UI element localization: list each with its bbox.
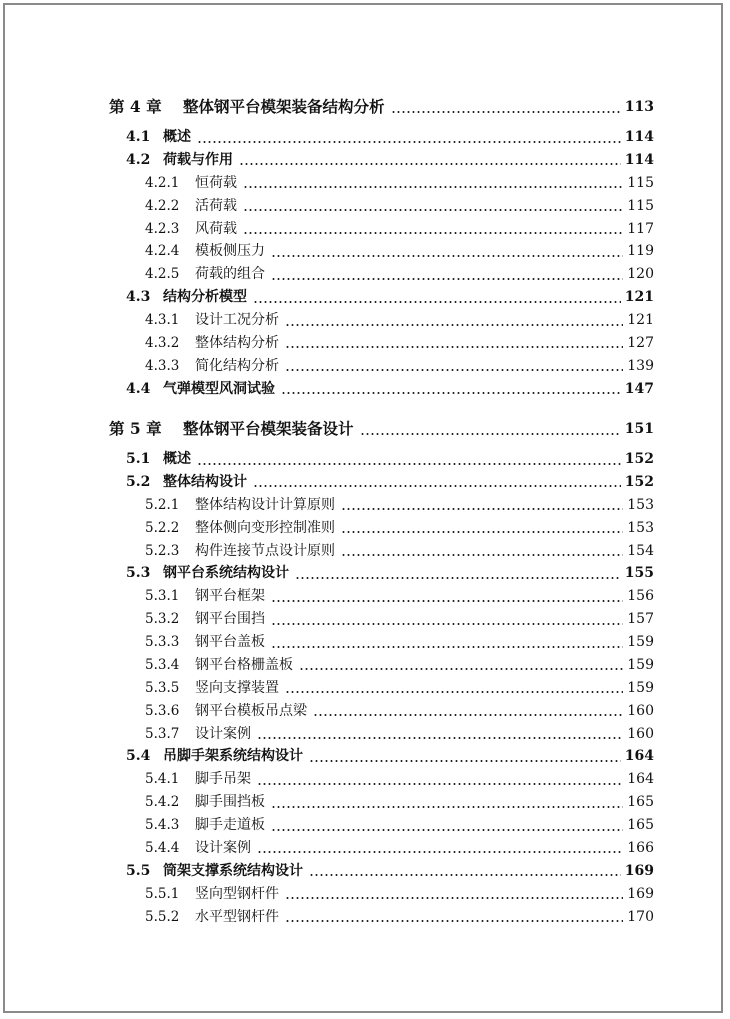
dot-leader xyxy=(257,783,623,785)
subsection-entry-number: 5.4.3 xyxy=(145,817,180,834)
section-entry-title: 吊脚手架系统结构设计 xyxy=(163,748,303,765)
subsection-entry xyxy=(145,791,654,813)
subsection-entry xyxy=(145,654,654,676)
dot-leader xyxy=(285,897,623,899)
dot-leader xyxy=(285,691,623,693)
subsection-entry-title: 钢平台模板吊点梁 xyxy=(195,702,307,719)
subsection-entry xyxy=(145,700,654,722)
subsection-entry-number: 4.3.1 xyxy=(145,312,180,329)
subsection-entry-page-number: 115 xyxy=(627,174,654,191)
section-entry xyxy=(126,149,654,171)
section-entry-title: 荷载与作用 xyxy=(163,151,233,168)
subsection-entry-page-number: 120 xyxy=(627,266,654,283)
subsection-entry xyxy=(145,172,654,194)
subsection-entry-number: 5.3.2 xyxy=(145,611,180,628)
subsection-entry xyxy=(145,585,654,607)
subsection-entry-page-number: 119 xyxy=(627,243,654,260)
subsection-entry-title: 简化结构分析 xyxy=(195,357,279,374)
section-entry-page-number: 155 xyxy=(624,565,654,582)
section-entry xyxy=(126,745,654,767)
section-entry-title: 筒架支撑系统结构设计 xyxy=(163,862,303,879)
dot-leader xyxy=(285,346,623,348)
section-entry-page-number: 147 xyxy=(624,380,654,397)
dot-leader xyxy=(197,141,621,143)
subsection-entry-title: 钢平台格栅盖板 xyxy=(195,656,293,673)
subsection-entry-number: 5.4.2 xyxy=(145,794,180,811)
subsection-entry-title: 竖向型钢杆件 xyxy=(195,885,279,902)
dot-leader xyxy=(285,920,623,922)
dot-leader xyxy=(341,508,623,510)
dot-leader xyxy=(309,760,621,762)
subsection-entry-page-number: 154 xyxy=(627,542,654,559)
section-entry-page-number: 164 xyxy=(624,748,654,765)
subsection-entry-title: 钢平台围挡 xyxy=(195,611,265,628)
dot-leader xyxy=(285,324,623,326)
dot-leader xyxy=(243,186,623,188)
dot-leader xyxy=(243,209,623,211)
dot-leader xyxy=(341,554,623,556)
subsection-entry-page-number: 159 xyxy=(627,679,654,696)
subsection-entry-title: 脚手走道板 xyxy=(195,817,265,834)
section-entry xyxy=(126,378,654,400)
section-entry-title: 结构分析模型 xyxy=(163,289,247,306)
subsection-entry-title: 恒荷载 xyxy=(195,174,237,191)
subsection-entry-page-number: 160 xyxy=(627,702,654,719)
subsection-entry xyxy=(145,540,654,562)
subsection-entry-number: 5.4.1 xyxy=(145,771,180,788)
subsection-entry-title: 水平型钢杆件 xyxy=(195,908,279,925)
dot-leader xyxy=(391,111,621,113)
subsection-entry xyxy=(145,768,654,790)
subsection-entry-number: 5.4.4 xyxy=(145,839,180,856)
section-entry xyxy=(126,286,654,308)
subsection-entry-number: 4.2.3 xyxy=(145,220,180,237)
subsection-entry-title: 风荷载 xyxy=(195,220,237,237)
subsection-entry-page-number: 160 xyxy=(627,725,654,742)
chapter-heading-number: 第 5 章 xyxy=(109,419,162,438)
dot-leader xyxy=(271,829,623,831)
section-entry-page-number: 169 xyxy=(624,862,654,879)
subsection-entry-title: 模板侧压力 xyxy=(195,243,265,260)
subsection-entry-number: 5.2.3 xyxy=(145,542,180,559)
subsection-entry-number: 4.2.4 xyxy=(145,243,180,260)
subsection-entry-number: 5.3.1 xyxy=(145,588,180,605)
subsection-entry xyxy=(145,631,654,653)
subsection-entry-number: 5.3.5 xyxy=(145,679,180,696)
subsection-entry-number: 4.2.1 xyxy=(145,174,180,191)
section-entry xyxy=(126,860,654,882)
chapter-heading xyxy=(109,418,654,440)
section-entry-number: 4.2 xyxy=(126,151,151,168)
subsection-entry-title: 设计案例 xyxy=(195,725,251,742)
dot-leader xyxy=(197,463,621,465)
dot-leader xyxy=(271,646,623,648)
subsection-entry-title: 竖向支撑装置 xyxy=(195,679,279,696)
section-entry-number: 5.3 xyxy=(126,565,151,582)
subsection-entry-page-number: 139 xyxy=(627,357,654,374)
dot-leader xyxy=(257,851,623,853)
subsection-entry-number: 4.2.5 xyxy=(145,266,180,283)
subsection-entry-page-number: 127 xyxy=(627,334,654,351)
dot-leader xyxy=(309,874,621,876)
section-entry xyxy=(126,471,654,493)
chapter-heading-page-number: 151 xyxy=(624,421,654,437)
section-entry xyxy=(126,126,654,148)
section-entry-page-number: 114 xyxy=(624,129,654,145)
subsection-entry-page-number: 170 xyxy=(627,908,654,925)
subsection-entry-page-number: 121 xyxy=(627,312,654,329)
section-entry-title: 概述 xyxy=(163,129,191,145)
subsection-entry-page-number: 117 xyxy=(627,220,654,237)
subsection-entry-title: 活荷载 xyxy=(195,197,237,214)
section-entry-number: 4.4 xyxy=(126,380,151,397)
subsection-entry xyxy=(145,517,654,539)
chapter-heading-page-number: 113 xyxy=(624,99,654,115)
dot-leader xyxy=(271,600,623,602)
dot-leader xyxy=(271,255,623,257)
section-entry-number: 4.1 xyxy=(126,129,151,145)
subsection-entry-page-number: 159 xyxy=(627,634,654,651)
subsection-entry xyxy=(145,195,654,217)
dot-leader xyxy=(271,623,623,625)
subsection-entry xyxy=(145,355,654,377)
subsection-entry xyxy=(145,332,654,354)
section-entry-page-number: 152 xyxy=(624,473,654,490)
subsection-entry-page-number: 164 xyxy=(627,771,654,788)
subsection-entry-number: 5.5.1 xyxy=(145,885,180,902)
chapter-heading-number: 第 4 章 xyxy=(109,97,162,116)
dot-leader xyxy=(271,806,623,808)
subsection-entry-page-number: 157 xyxy=(627,611,654,628)
subsection-entry-title: 整体结构分析 xyxy=(195,334,279,351)
subsection-entry-title: 构件连接节点设计原则 xyxy=(195,542,335,559)
subsection-entry xyxy=(145,309,654,331)
subsection-entry-page-number: 159 xyxy=(627,656,654,673)
section-entry-number: 5.4 xyxy=(126,748,151,765)
subsection-entry xyxy=(145,218,654,240)
subsection-entry-title: 设计案例 xyxy=(195,839,251,856)
subsection-entry-page-number: 165 xyxy=(627,817,654,834)
subsection-entry-page-number: 165 xyxy=(627,794,654,811)
section-entry-number: 5.2 xyxy=(126,473,151,490)
subsection-entry-number: 5.2.1 xyxy=(145,496,180,513)
subsection-entry-title: 钢平台盖板 xyxy=(195,634,265,651)
subsection-entry-number: 4.2.2 xyxy=(145,197,180,214)
chapter-heading-title: 整体钢平台模架装备设计 xyxy=(183,419,354,438)
subsection-entry-page-number: 169 xyxy=(627,885,654,902)
subsection-entry-number: 5.3.3 xyxy=(145,634,180,651)
subsection-entry-page-number: 153 xyxy=(627,496,654,513)
subsection-entry xyxy=(145,494,654,516)
subsection-entry xyxy=(145,723,654,745)
subsection-entry xyxy=(145,677,654,699)
subsection-entry xyxy=(145,263,654,285)
subsection-entry xyxy=(145,240,654,262)
dot-leader xyxy=(341,531,623,533)
subsection-entry-number: 5.3.7 xyxy=(145,725,180,742)
section-entry-title: 整体结构设计 xyxy=(163,473,247,490)
section-entry-title: 气弹模型风洞试验 xyxy=(163,380,275,397)
subsection-entry-number: 4.3.3 xyxy=(145,357,180,374)
subsection-entry-page-number: 156 xyxy=(627,588,654,605)
section-entry-page-number: 152 xyxy=(624,451,654,467)
subsection-entry-title: 脚手围挡板 xyxy=(195,794,265,811)
section-entry-page-number: 114 xyxy=(624,151,654,168)
subsection-entry-page-number: 166 xyxy=(627,839,654,856)
chapter-heading xyxy=(109,96,654,118)
subsection-entry-title: 脚手吊架 xyxy=(195,771,251,788)
section-entry-title: 概述 xyxy=(163,451,191,467)
dot-leader xyxy=(239,163,621,165)
subsection-entry xyxy=(145,837,654,859)
subsection-entry xyxy=(145,883,654,905)
dot-leader xyxy=(253,301,621,303)
dot-leader xyxy=(281,392,621,394)
section-entry-number: 4.3 xyxy=(126,289,151,306)
section-entry xyxy=(126,562,654,584)
dot-leader xyxy=(295,577,621,579)
dot-leader xyxy=(253,485,621,487)
subsection-entry-title: 整体结构设计计算原则 xyxy=(195,496,335,513)
dot-leader xyxy=(360,433,621,435)
subsection-entry-number: 5.2.2 xyxy=(145,519,180,536)
section-entry-page-number: 121 xyxy=(624,289,654,306)
subsection-entry xyxy=(145,608,654,630)
subsection-entry-title: 荷载的组合 xyxy=(195,266,265,283)
section-entry-title: 钢平台系统结构设计 xyxy=(163,565,289,582)
subsection-entry-number: 4.3.2 xyxy=(145,334,180,351)
subsection-entry-page-number: 115 xyxy=(627,197,654,214)
dot-leader xyxy=(271,278,623,280)
subsection-entry xyxy=(145,814,654,836)
section-entry xyxy=(126,448,654,470)
section-entry-number: 5.1 xyxy=(126,451,151,467)
subsection-entry-number: 5.3.4 xyxy=(145,656,180,673)
subsection-entry-title: 钢平台框架 xyxy=(195,588,265,605)
subsection-entry xyxy=(145,906,654,928)
dot-leader xyxy=(285,369,623,371)
subsection-entry-page-number: 153 xyxy=(627,519,654,536)
dot-leader xyxy=(313,714,623,716)
dot-leader xyxy=(299,668,623,670)
subsection-entry-title: 整体侧向变形控制准则 xyxy=(195,519,335,536)
subsection-entry-title: 设计工况分析 xyxy=(195,312,279,329)
subsection-entry-number: 5.3.6 xyxy=(145,702,180,719)
dot-leader xyxy=(257,737,623,739)
chapter-heading-title: 整体钢平台模架装备结构分析 xyxy=(183,97,385,116)
section-entry-number: 5.5 xyxy=(126,862,151,879)
dot-leader xyxy=(243,232,623,234)
subsection-entry-number: 5.5.2 xyxy=(145,908,180,925)
